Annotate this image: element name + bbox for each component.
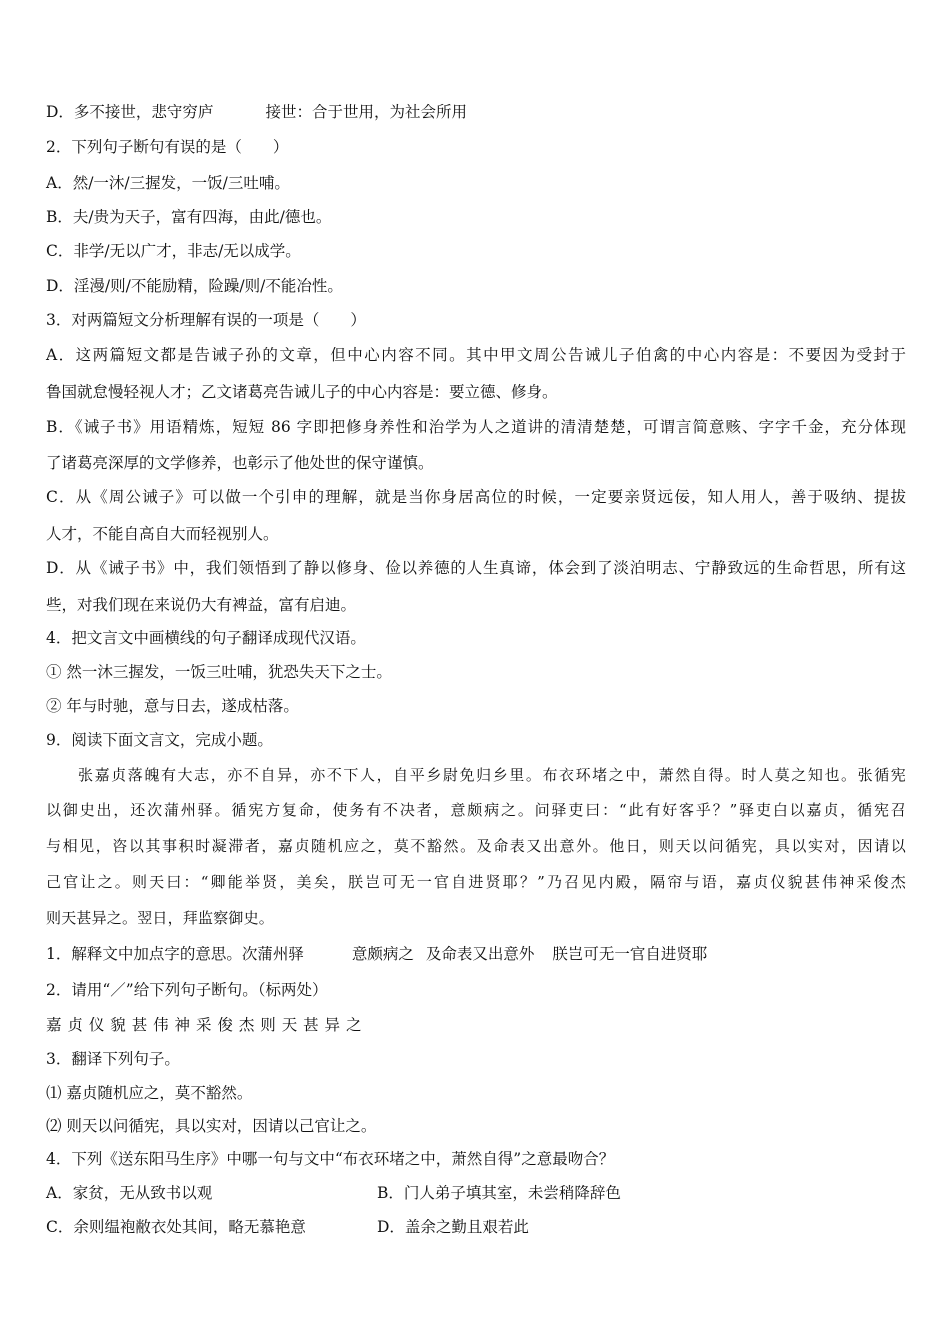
sub1-item-1: 次蒲州驿: [241, 945, 304, 963]
q3-option-c-line1: C．从《周公诫子》可以做一个引申的理解，就是当你身居高位的时候，一定要亲贤远佞，知人用人，善于吸纳、提拔: [46, 488, 906, 506]
sub4-option-d: D．盖余之勤且艰若此: [377, 1218, 529, 1236]
sub3-sentence-1: ⑴ 嘉贞随机应之，莫不豁然。: [46, 1084, 253, 1102]
q3-option-c-line2: 人才，不能自高自大而轻视别人。: [46, 525, 279, 543]
passage-line-4: 己官让之。则天曰：“卿能举贤，美矣，朕岂可无一官自进贤耶？”乃召见内殿，隔帘与语，嘉贞仪貌甚伟神采俊杰: [46, 873, 906, 891]
sub1-item-4: 朕岂可无一官自进贤耶: [552, 945, 708, 963]
passage-line-5: 则天甚异之。翌日，拜监察御史。: [46, 909, 275, 927]
sub4-option-a: A．家贫，无从致书以观: [46, 1184, 213, 1202]
sub2-sentence: 嘉 贞 仪 貌 甚 伟 神 采 俊 杰 则 天 甚 异 之: [46, 1016, 362, 1034]
q2-option-b: B．夫/贵为天子，富有四海，由此/德也。: [46, 208, 332, 226]
q4-sentence-1: ① 然一沐三握发，一饭三吐哺，犹恐失天下之士。: [46, 663, 392, 681]
q1-option-d: [46, 102, 467, 122]
q4-sentence-2: ② 年与时驰，意与日去，遂成枯落。: [46, 697, 299, 715]
passage-line-2: 以御史出，还次蒲州驿。循宪方复命，使务有不决者，意颇病之。问驿吏曰：“此有好客乎？”驿吏白以嘉贞，循宪召: [46, 801, 906, 819]
sub4-option-c: C．余则缊袍敝衣处其间，略无慕艳意: [46, 1218, 306, 1236]
q2-option-d: D．淫漫/则/不能励精，险躁/则/不能冶性。: [46, 277, 343, 295]
q1-option-d-text: D．多不接世，悲守穷庐: [46, 103, 214, 121]
q2-option-a: A．然/一沐/三握发，一饭/三吐哺。: [46, 174, 290, 192]
sub4-option-b: B．门人弟子填其室，未尝稍降辞色: [377, 1184, 621, 1202]
q1-option-d-gloss: 接世：合于世用，为社会所用: [265, 103, 467, 121]
sub1-item-2: 意颇病之: [351, 945, 414, 963]
sub4-stem: 4．下列《送东阳马生序》中哪一句与文中“布衣环堵之中，萧然自得”之意最吻合？: [46, 1150, 615, 1168]
sub1-item-3: 及命表又出意外: [425, 945, 535, 963]
passage-line-1: 张嘉贞落魄有大志，亦不自异，亦不下人，自平乡尉免归乡里。布衣环堵之中，萧然自得。时人莫之知也。张循宪: [78, 766, 906, 784]
q3-option-b-line1: B．《诫子书》用语精炼，短短 86 字即把修身养性和治学为人之道讲的清清楚楚，可谓言简意赅、字字千金，充分体现: [46, 418, 906, 436]
q2-option-c: C．非学/无以广才，非志/无以成学。: [46, 242, 301, 260]
sub2-stem: 2．请用“／”给下列句子断句。（标两处）: [46, 981, 328, 999]
q3-option-b-line2: 了诸葛亮深厚的文学修养，也彰示了他处世的保守谨慎。: [46, 454, 434, 472]
sub1-stem: 1．解释文中加点字的意思。: [46, 945, 242, 963]
sub1-line: [46, 944, 707, 964]
sub3-sentence-2: ⑵ 则天以问循宪，具以实对，因请以己官让之。: [46, 1117, 377, 1135]
q3-option-d-line1: D．从《诫子书》中，我们领悟到了静以修身、俭以养德的人生真谛，体会到了淡泊明志、宁静致远的生命哲思，所有这: [46, 559, 906, 577]
passage-line-3: 与相见，咨以其事积时凝滞者，嘉贞随机应之，莫不豁然。及命表又出意外。他日，则天以问循宪，具以实对，因请以: [46, 837, 906, 855]
sub3-stem: 3．翻译下列句子。: [46, 1050, 180, 1068]
q4-stem: 4．把文言文中画横线的句子翻译成现代汉语。: [46, 629, 366, 647]
q9-stem: 9．阅读下面文言文，完成小题。: [46, 731, 273, 749]
q3-option-a-line2: 鲁国就怠慢轻视人才；乙文诸葛亮告诫儿子的中心内容是：要立德、修身。: [46, 383, 558, 401]
q3-stem: 3．对两篇短文分析理解有误的一项是（ ）: [46, 311, 366, 329]
q3-option-a-line1: A．这两篇短文都是告诫子孙的文章，但中心内容不同。其中甲文周公告诫儿子伯禽的中心内容是：不要因为受封于: [46, 346, 906, 364]
q3-option-d-line2: 些，对我们现在来说仍大有裨益，富有启迪。: [46, 596, 357, 614]
q2-stem: 2．下列句子断句有误的是（ ）: [46, 138, 289, 156]
